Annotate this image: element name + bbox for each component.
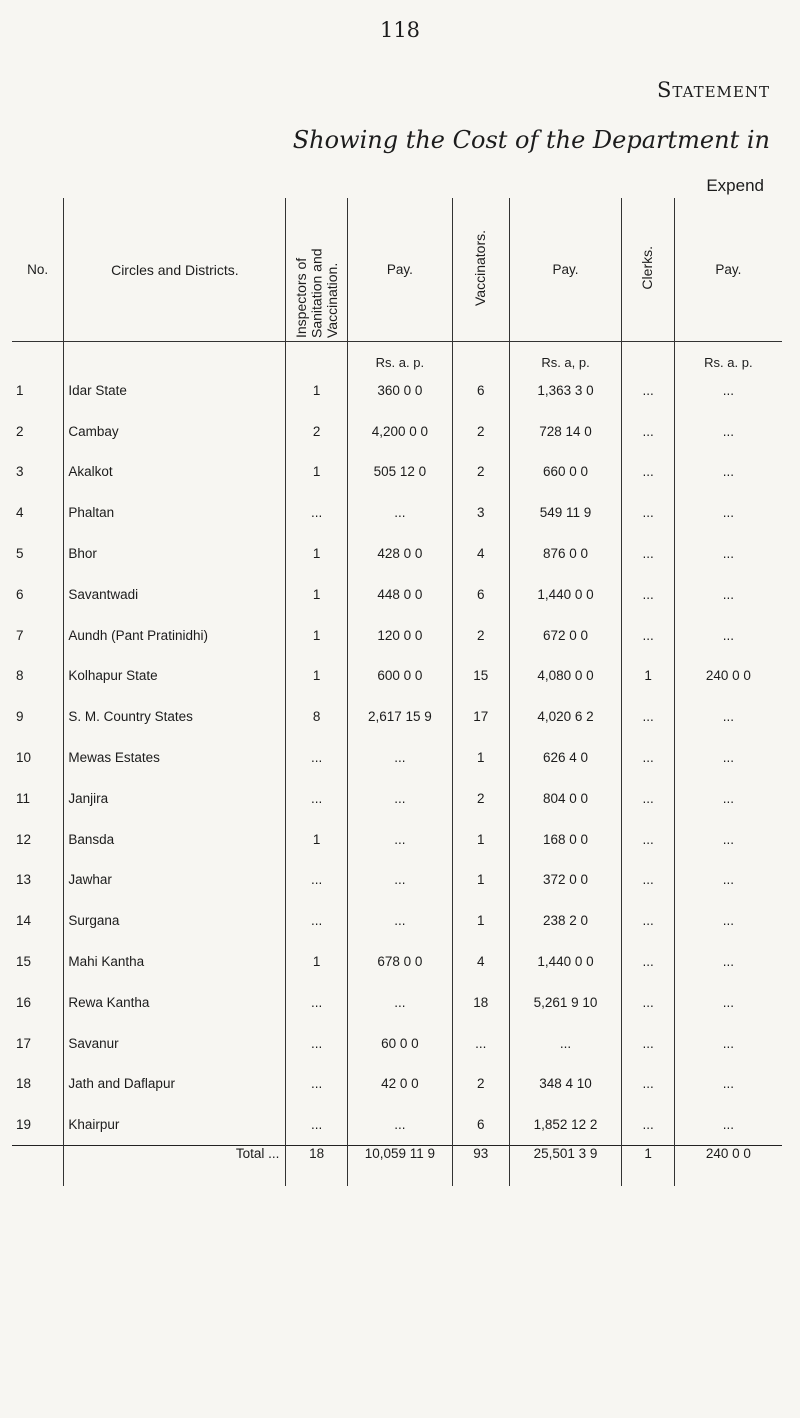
clerks-pay: ...: [674, 1064, 782, 1105]
inspectors-count: 1: [286, 370, 348, 411]
inspectors-pay: ...: [347, 737, 452, 778]
inspectors-count: 1: [286, 533, 348, 574]
clerks-pay: ...: [674, 574, 782, 615]
table-row: [12, 941, 782, 982]
table-row: [12, 982, 782, 1023]
district-name: Janjira: [64, 778, 286, 819]
clerks-pay: ...: [674, 819, 782, 860]
district-name: Savantwadi: [64, 574, 286, 615]
district-name: Akalkot: [64, 452, 286, 493]
inspectors-pay: 360 0 0: [347, 370, 452, 411]
clerks-pay: ...: [674, 492, 782, 533]
total-row: [12, 1146, 782, 1187]
table-row: [12, 615, 782, 656]
row-number: 17: [16, 1035, 32, 1051]
vaccinators-pay: 1,440 0 0: [509, 574, 622, 615]
inspectors-pay: 505 12 0: [347, 452, 452, 493]
inspectors-count: 1: [286, 656, 348, 697]
vaccinators-count: ...: [452, 1023, 509, 1064]
clerks-count: ...: [622, 1104, 674, 1145]
clerks-count: ...: [622, 452, 674, 493]
inspectors-pay: ...: [347, 900, 452, 941]
unit-pay3: Rs. a. p.: [674, 342, 782, 371]
vaccinators-pay: 626 4 0: [509, 737, 622, 778]
district-name: Mahi Kantha: [64, 941, 286, 982]
total-pay-vaccinators: 25,501 3 9: [509, 1146, 622, 1187]
table-row: [12, 452, 782, 493]
clerks-pay: ...: [674, 1023, 782, 1064]
clerks-pay: ...: [674, 860, 782, 901]
table-row: [12, 900, 782, 941]
table-row: [12, 737, 782, 778]
clerks-pay: ...: [674, 778, 782, 819]
inspectors-pay: 42 0 0: [347, 1064, 452, 1105]
row-number: 6: [16, 586, 24, 602]
district-name: Aundh (Pant Pratinidhi): [64, 615, 286, 656]
total-pay-inspectors: 10,059 11 9: [347, 1146, 452, 1187]
inspectors-count: ...: [286, 1064, 348, 1105]
clerks-pay: ...: [674, 982, 782, 1023]
inspectors-count: ...: [286, 860, 348, 901]
clerks-count: ...: [622, 941, 674, 982]
vaccinators-pay: 4,080 0 0: [509, 656, 622, 697]
vaccinators-count: 1: [452, 819, 509, 860]
inspectors-count: ...: [286, 492, 348, 533]
row-number: 1: [16, 382, 24, 398]
inspectors-pay: 600 0 0: [347, 656, 452, 697]
district-name: Bansda: [64, 819, 286, 860]
vaccinators-pay: 672 0 0: [509, 615, 622, 656]
total-label: Total ...: [64, 1146, 286, 1187]
row-number: 2: [16, 423, 24, 439]
clerks-pay: ...: [674, 737, 782, 778]
inspectors-count: ...: [286, 737, 348, 778]
inspectors-pay: 428 0 0: [347, 533, 452, 574]
inspectors-pay: ...: [347, 819, 452, 860]
vaccinators-pay: 4,020 6 2: [509, 696, 622, 737]
row-number: 18: [16, 1076, 32, 1092]
clerks-count: ...: [622, 982, 674, 1023]
statement-subheading: Showing the Cost of the Department in: [292, 126, 770, 154]
clerks-count: ...: [622, 411, 674, 452]
district-name: Savanur: [64, 1023, 286, 1064]
inspectors-count: ...: [286, 900, 348, 941]
inspectors-count: 1: [286, 574, 348, 615]
district-name: Idar State: [64, 370, 286, 411]
clerks-count: ...: [622, 778, 674, 819]
inspectors-pay: ...: [347, 492, 452, 533]
clerks-count: ...: [622, 696, 674, 737]
table-row: [12, 656, 782, 697]
table-row: [12, 860, 782, 901]
district-name: S. M. Country States: [64, 696, 286, 737]
table-row: [12, 696, 782, 737]
clerks-pay: ...: [674, 533, 782, 574]
vaccinators-pay: 804 0 0: [509, 778, 622, 819]
clerks-count: ...: [622, 1023, 674, 1064]
statement-heading: Statement: [657, 78, 770, 102]
vaccinators-count: 6: [452, 370, 509, 411]
table-row: [12, 370, 782, 411]
clerks-count: ...: [622, 737, 674, 778]
inspectors-pay: 2,617 15 9: [347, 696, 452, 737]
table-row: [12, 492, 782, 533]
vaccinators-pay: 876 0 0: [509, 533, 622, 574]
vaccinators-count: 1: [452, 860, 509, 901]
vaccinators-count: 15: [452, 656, 509, 697]
inspectors-count: ...: [286, 982, 348, 1023]
col-header-clerks: [622, 198, 674, 342]
vaccinators-pay: 1,440 0 0: [509, 941, 622, 982]
clerks-pay: ...: [674, 941, 782, 982]
clerks-count: ...: [622, 492, 674, 533]
inspectors-pay: 4,200 0 0: [347, 411, 452, 452]
district-name: Cambay: [64, 411, 286, 452]
district-name: Mewas Estates: [64, 737, 286, 778]
row-number: 13: [16, 872, 32, 888]
col-header-vaccinators: [452, 198, 509, 342]
total-pay-clerks: 240 0 0: [674, 1146, 782, 1187]
vaccinators-count: 1: [452, 900, 509, 941]
row-number: 3: [16, 464, 24, 480]
vaccinators-pay: 372 0 0: [509, 860, 622, 901]
vaccinators-pay: 238 2 0: [509, 900, 622, 941]
col-header-pay-inspectors: Pay.: [347, 198, 452, 342]
district-name: Khairpur: [64, 1104, 286, 1145]
district-name: Rewa Kantha: [64, 982, 286, 1023]
total-inspectors: 18: [286, 1146, 348, 1187]
inspectors-pay: 60 0 0: [347, 1023, 452, 1064]
inspectors-count: ...: [286, 1104, 348, 1145]
clerks-count: ...: [622, 819, 674, 860]
clerks-pay: ...: [674, 411, 782, 452]
district-name: Jath and Daflapur: [64, 1064, 286, 1105]
vaccinators-pay: 549 11 9: [509, 492, 622, 533]
col-header-inspectors: [286, 198, 348, 342]
vaccinators-count: 2: [452, 452, 509, 493]
vaccinators-count: 4: [452, 941, 509, 982]
vaccinators-count: 17: [452, 696, 509, 737]
clerks-count: ...: [622, 860, 674, 901]
vaccinators-count: 6: [452, 1104, 509, 1145]
clerks-count: ...: [622, 615, 674, 656]
cost-statement-table: [12, 198, 782, 1186]
vaccinators-count: 4: [452, 533, 509, 574]
vaccinators-count: 1: [452, 737, 509, 778]
clerks-count: ...: [622, 533, 674, 574]
vaccinators-count: 18: [452, 982, 509, 1023]
inspectors-pay: 678 0 0: [347, 941, 452, 982]
clerks-count: ...: [622, 370, 674, 411]
table-row: [12, 819, 782, 860]
district-name: Phaltan: [64, 492, 286, 533]
table-row: [12, 1064, 782, 1105]
district-name: Kolhapur State: [64, 656, 286, 697]
col-header-pay-clerks: Pay.: [674, 198, 782, 342]
inspectors-count: 1: [286, 615, 348, 656]
clerks-count: ...: [622, 1064, 674, 1105]
clerks-count: ...: [622, 574, 674, 615]
inspectors-count: 1: [286, 819, 348, 860]
total-clerks: 1: [622, 1146, 674, 1187]
row-number: 16: [16, 994, 32, 1010]
total-vaccinators: 93: [452, 1146, 509, 1187]
clerks-pay: ...: [674, 900, 782, 941]
table-row: [12, 574, 782, 615]
inspectors-count: ...: [286, 1023, 348, 1064]
unit-pay2: Rs. a, p.: [509, 342, 622, 371]
inspectors-pay: 120 0 0: [347, 615, 452, 656]
inspectors-pay: ...: [347, 982, 452, 1023]
vaccinators-count: 2: [452, 615, 509, 656]
inspectors-pay: ...: [347, 860, 452, 901]
table-row: [12, 1104, 782, 1145]
vaccinators-label: Vaccinators.: [472, 230, 489, 306]
row-number: 10: [16, 750, 32, 766]
unit-pay1: Rs. a. p.: [347, 342, 452, 371]
vaccinators-count: 6: [452, 574, 509, 615]
clerks-pay: ...: [674, 615, 782, 656]
row-number: 9: [16, 709, 24, 725]
row-number: 14: [16, 913, 32, 929]
table-row: [12, 778, 782, 819]
row-number: 4: [16, 505, 24, 521]
vaccinators-count: 2: [452, 778, 509, 819]
vaccinators-pay: 5,261 9 10: [509, 982, 622, 1023]
vaccinators-pay: ...: [509, 1023, 622, 1064]
clerks-count: 1: [622, 656, 674, 697]
expenditure-group-label: Expend: [706, 176, 764, 195]
inspectors-pay: ...: [347, 1104, 452, 1145]
row-number: 5: [16, 546, 24, 562]
inspectors-count: 1: [286, 452, 348, 493]
district-name: Jawhar: [64, 860, 286, 901]
clerks-pay: ...: [674, 1104, 782, 1145]
vaccinators-count: 2: [452, 411, 509, 452]
inspectors-label: Inspectors of Sanitation and Vaccination.: [292, 248, 340, 338]
vaccinators-count: 2: [452, 1064, 509, 1105]
row-number: 15: [16, 954, 32, 970]
vaccinators-pay: 1,363 3 0: [509, 370, 622, 411]
inspectors-pay: 448 0 0: [347, 574, 452, 615]
col-header-no: No.: [12, 198, 64, 342]
clerks-pay: 240 0 0: [674, 656, 782, 697]
row-number: 7: [16, 627, 24, 643]
vaccinators-pay: 728 14 0: [509, 411, 622, 452]
inspectors-count: ...: [286, 778, 348, 819]
vaccinators-pay: 348 4 10: [509, 1064, 622, 1105]
col-header-pay-vaccinators: Pay.: [509, 198, 622, 342]
row-number: 11: [16, 790, 31, 806]
table-body: [12, 342, 782, 1146]
table-row: [12, 1023, 782, 1064]
vaccinators-pay: 1,852 12 2: [509, 1104, 622, 1145]
col-header-district: Circles and Districts.: [64, 198, 286, 342]
inspectors-count: 2: [286, 411, 348, 452]
clerks-pay: ...: [674, 696, 782, 737]
page-number: 118: [379, 18, 421, 42]
district-name: Surgana: [64, 900, 286, 941]
inspectors-count: 1: [286, 941, 348, 982]
vaccinators-pay: 168 0 0: [509, 819, 622, 860]
vaccinators-pay: 660 0 0: [509, 452, 622, 493]
inspectors-count: 8: [286, 696, 348, 737]
clerks-label: Clerks.: [639, 246, 656, 290]
units-row: [12, 342, 782, 371]
clerks-pay: ...: [674, 452, 782, 493]
clerks-count: ...: [622, 900, 674, 941]
vaccinators-count: 3: [452, 492, 509, 533]
row-number: 8: [16, 668, 24, 684]
table-row: [12, 411, 782, 452]
row-number: 12: [16, 831, 32, 847]
row-number: 19: [16, 1117, 32, 1133]
inspectors-pay: ...: [347, 778, 452, 819]
district-name: Bhor: [64, 533, 286, 574]
clerks-pay: ...: [674, 370, 782, 411]
table-row: [12, 533, 782, 574]
